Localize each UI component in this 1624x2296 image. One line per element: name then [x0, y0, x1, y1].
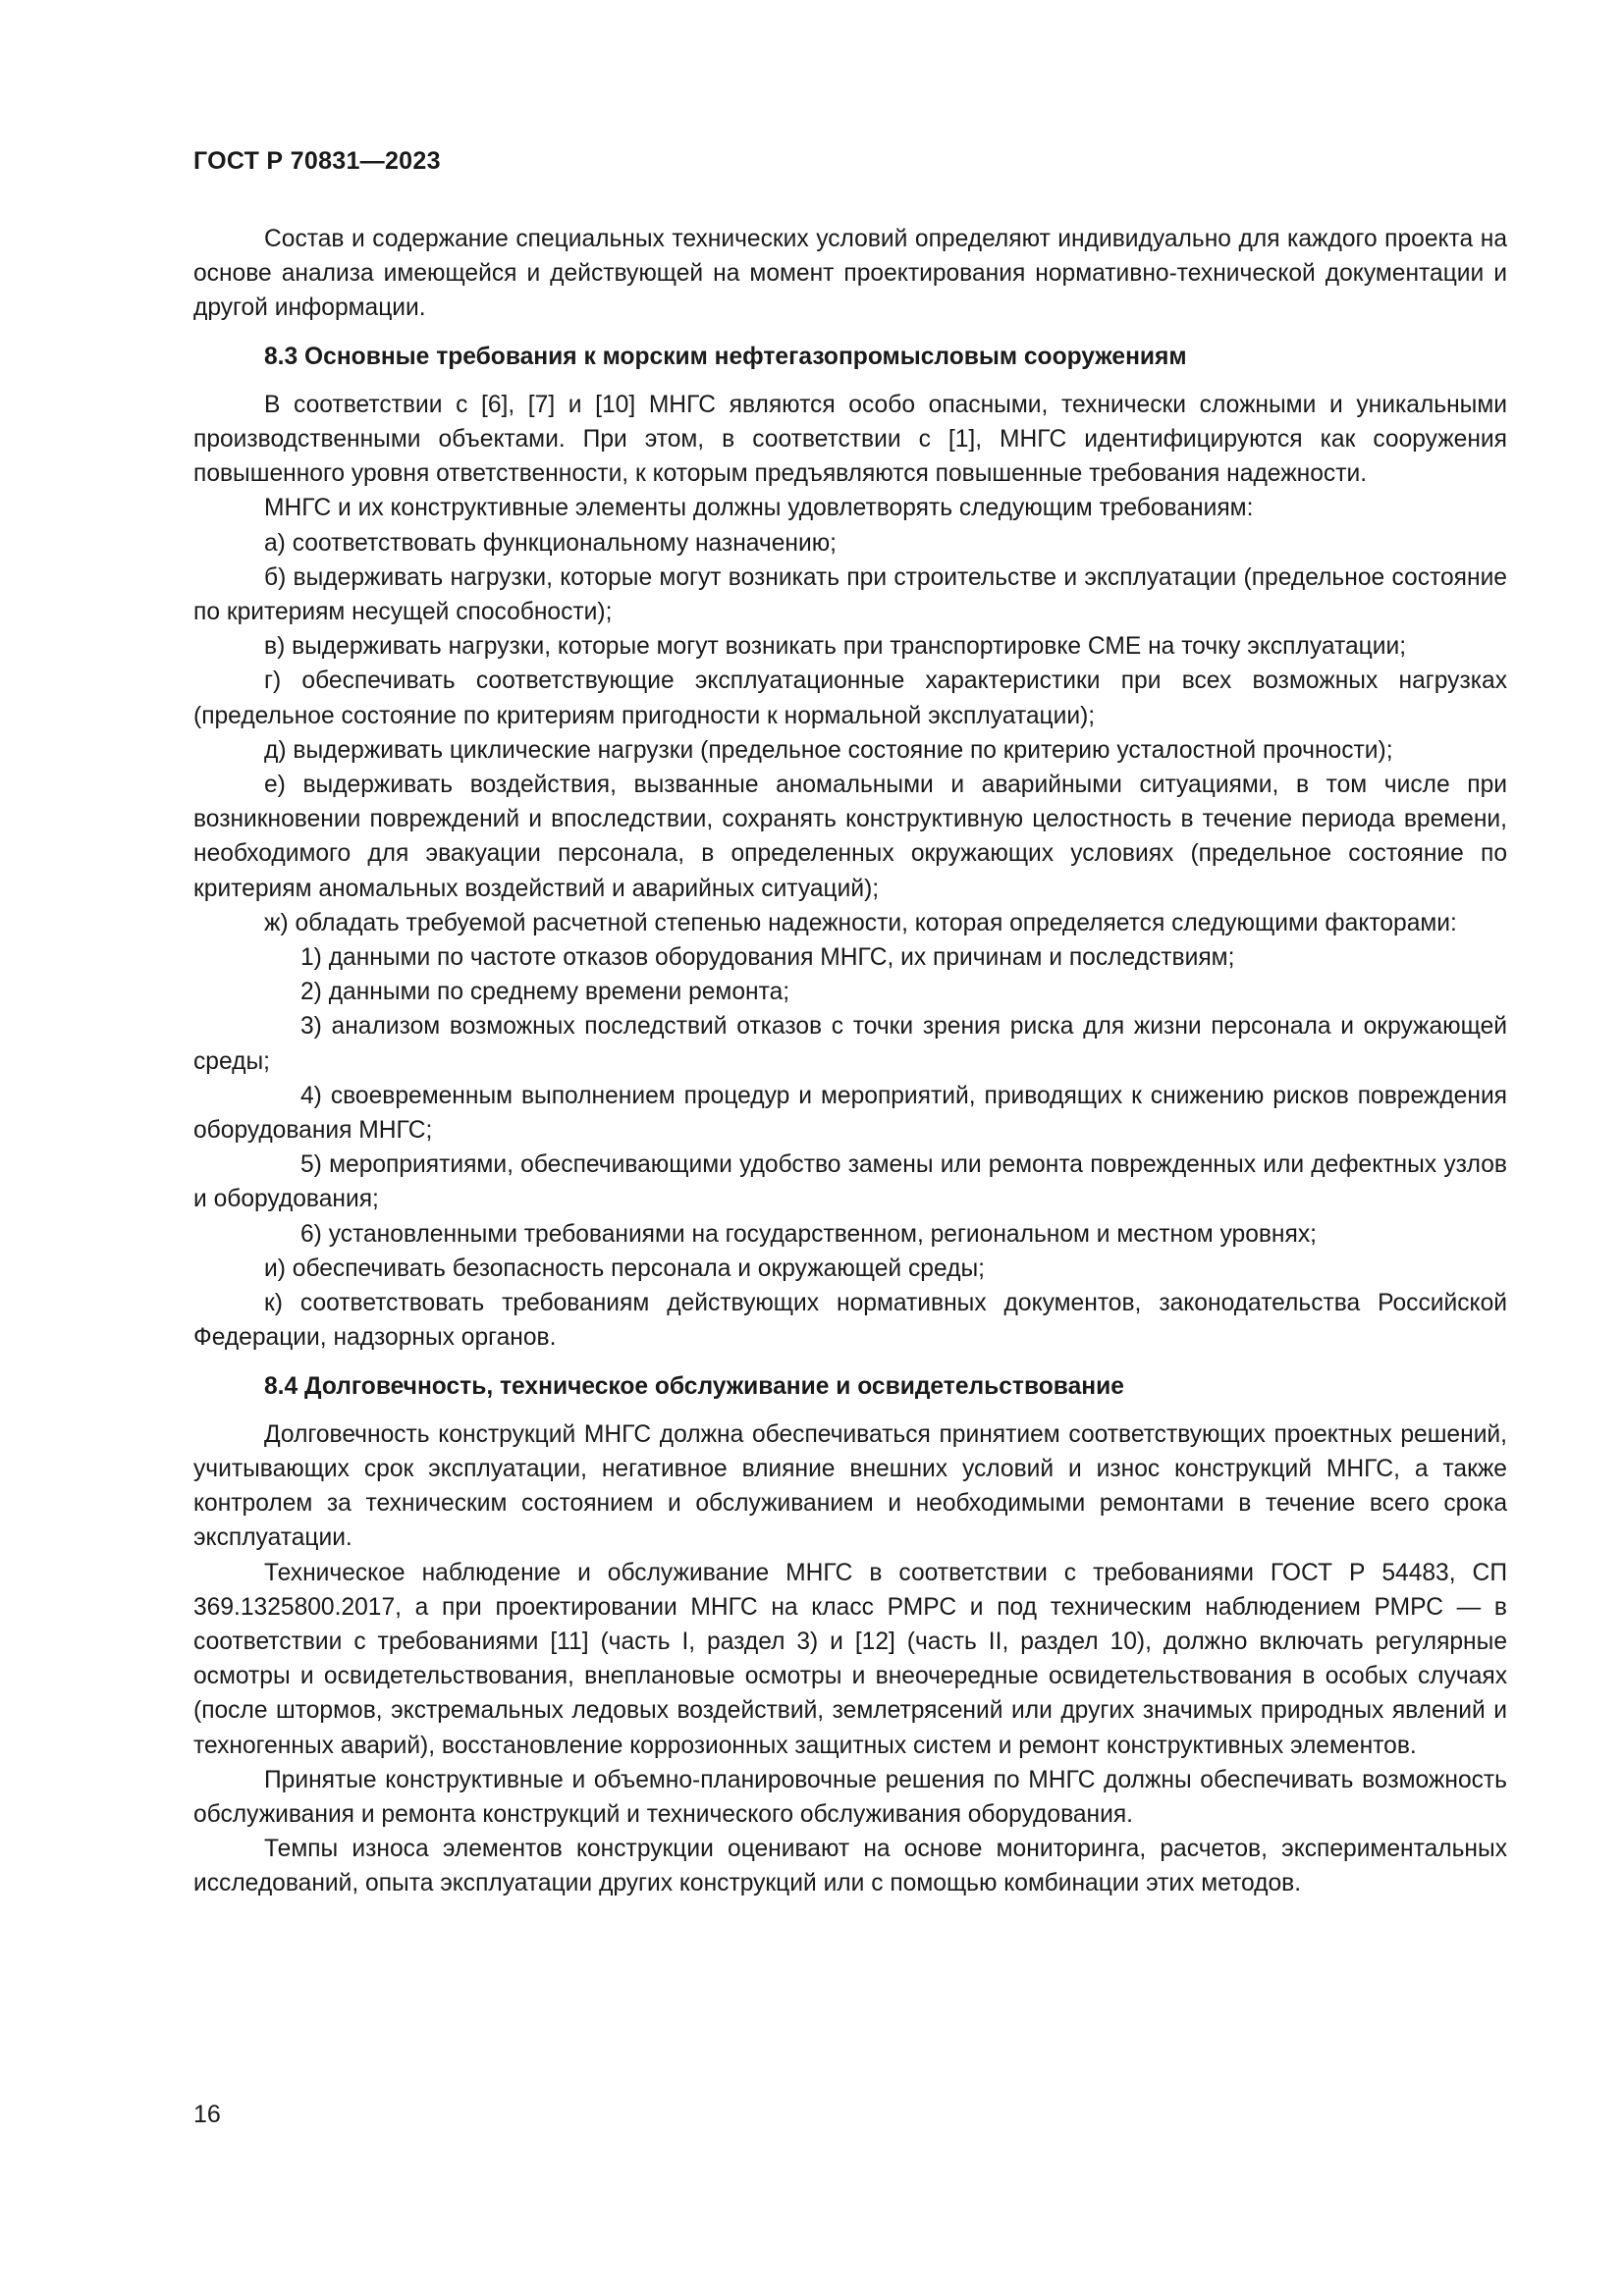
requirement-item-a: а) соответствовать функциональному назначению; [264, 529, 838, 557]
section-8-4-paragraph-2: Техническое наблюдение и обслуживание МНГС в соответствии с требованиями ГОСТ Р 54483, СП 369.1325800.2017, а при проектировании МНГС на класс РМРС и под техническим наблюдением РМРС — в соответствии с требованиями [11] (часть I, раздел 3) и [12] (часть II, раздел 10), должно включать регулярные осмотры и освидетельствования, внеплановые осмотры и внеочередные освидетельствования в особых случаях (после штормов, экстремальных ледовых воздействий, землетрясений или других значимых природных явлений и техногенных аварий), восстановление коррозионных защитных систем и ремонт конструктивных элементов. [193, 1559, 1507, 1759]
reliability-factor-1: 1) данными по частоте отказов оборудования МНГС, их причинам и последствиям; [300, 944, 1235, 972]
section-8-3-paragraph-2: МНГС и их конструктивные элементы должны удовлетворять следующим требованиям: [264, 495, 1254, 522]
requirement-item-v: в) выдерживать нагрузки, которые могут возникать при транспортировке СМЕ на точку эксплуатации; [264, 633, 1407, 661]
requirement-item-d: д) выдерживать циклические нагрузки (предельное состояние по критерию усталостной прочности); [264, 736, 1393, 764]
section-8-3-heading: 8.3 Основные требования к морским нефтегазопромысловым сооружениям [264, 343, 1187, 370]
reliability-factor-6: 6) установленными требованиями на государственном, региональном и местном уровнях; [300, 1220, 1317, 1248]
requirement-item-k: к) соответствовать требованиям действующих нормативных документов, законодательства Российской Федерации, надзорных органов. [193, 1290, 1507, 1352]
requirement-item-b: б) выдерживать нагрузки, которые могут возникать при строительстве и эксплуатации (предельное состояние по критериям несущей способности); [193, 563, 1507, 626]
requirement-item-i: и) обеспечивать безопасность персонала и окружающей среды; [264, 1255, 985, 1282]
requirement-item-e: е) выдерживать воздействия, вызванные аномальными и аварийными ситуациями, в том числе при возникновении повреждений и впоследствии, сохранять конструктивную целостность в течение периода времени, необходимого для эвакуации персонала, в определенных окружающих условиях (предельное состояние по критериям аномальных воздействий и аварийных ситуаций); [193, 772, 1507, 902]
reliability-factor-2: 2) данными по среднему времени ремонта; [300, 979, 790, 1006]
intro-paragraph: Состав и содержание специальных технических условий определяют индивидуально для каждого проекта на основе анализа имеющейся и действующей на момент проектирования нормативно-технической документации и другой информации. [193, 226, 1507, 322]
reliability-factor-5: 5) мероприятиями, обеспечивающими удобство замены или ремонта поврежденных или дефектных узлов и оборудования; [193, 1151, 1507, 1213]
reliability-factor-3: 3) анализом возможных последствий отказов с точки зрения риска для жизни персонала и окружающей среды; [193, 1013, 1507, 1075]
section-8-4-paragraph-1: Долговечность конструкций МНГС должна обеспечиваться принятием соответствующих проектных решений, учитывающих срок эксплуатации, негативное влияние внешних условий и износ конструкций МНГС, а также контролем за техническим состоянием и обслуживанием и необходимыми ремонтами в течение всего срока эксплуатации. [193, 1420, 1507, 1552]
section-8-3-paragraph-1: В соответствии с [6], [7] и [10] МНГС являются особо опасными, технически сложными и уникальными производственными объектами. При этом, в соответствии с [1], МНГС идентифицируются как сооружения повышенного уровня ответственности, к которым предъявляются повышенные требования надежности. [193, 391, 1507, 488]
section-8-4-paragraph-4: Темпы износа элементов конструкции оценивают на основе мониторинга, расчетов, экспериментальных исследований, опыта эксплуатации других конструкций или с помощью комбинации этих методов. [193, 1836, 1507, 1897]
page-number: 16 [193, 2101, 221, 2128]
document-code-header: ГОСТ Р 70831—2023 [193, 147, 441, 175]
section-8-4-heading: 8.4 Долговечность, техническое обслуживание и освидетельствование [264, 1372, 1124, 1400]
requirement-item-zh: ж) обладать требуемой расчетной степенью надежности, которая определяется следующими факторами: [264, 909, 1457, 936]
section-8-4-paragraph-3: Принятые конструктивные и объемно-планировочные решения по МНГС должны обеспечивать возможность обслуживания и ремонта конструкций и технического обслуживания оборудования. [193, 1766, 1507, 1828]
reliability-factor-4: 4) своевременным выполнением процедур и мероприятий, приводящих к снижению рисков повреждения оборудования МНГС; [193, 1082, 1507, 1145]
document-body [193, 222, 1507, 1901]
requirement-item-g: г) обеспечивать соответствующие эксплуатационные характеристики при всех возможных нагрузках (предельное состояние по критериям пригодности к нормальной эксплуатации); [193, 667, 1507, 729]
